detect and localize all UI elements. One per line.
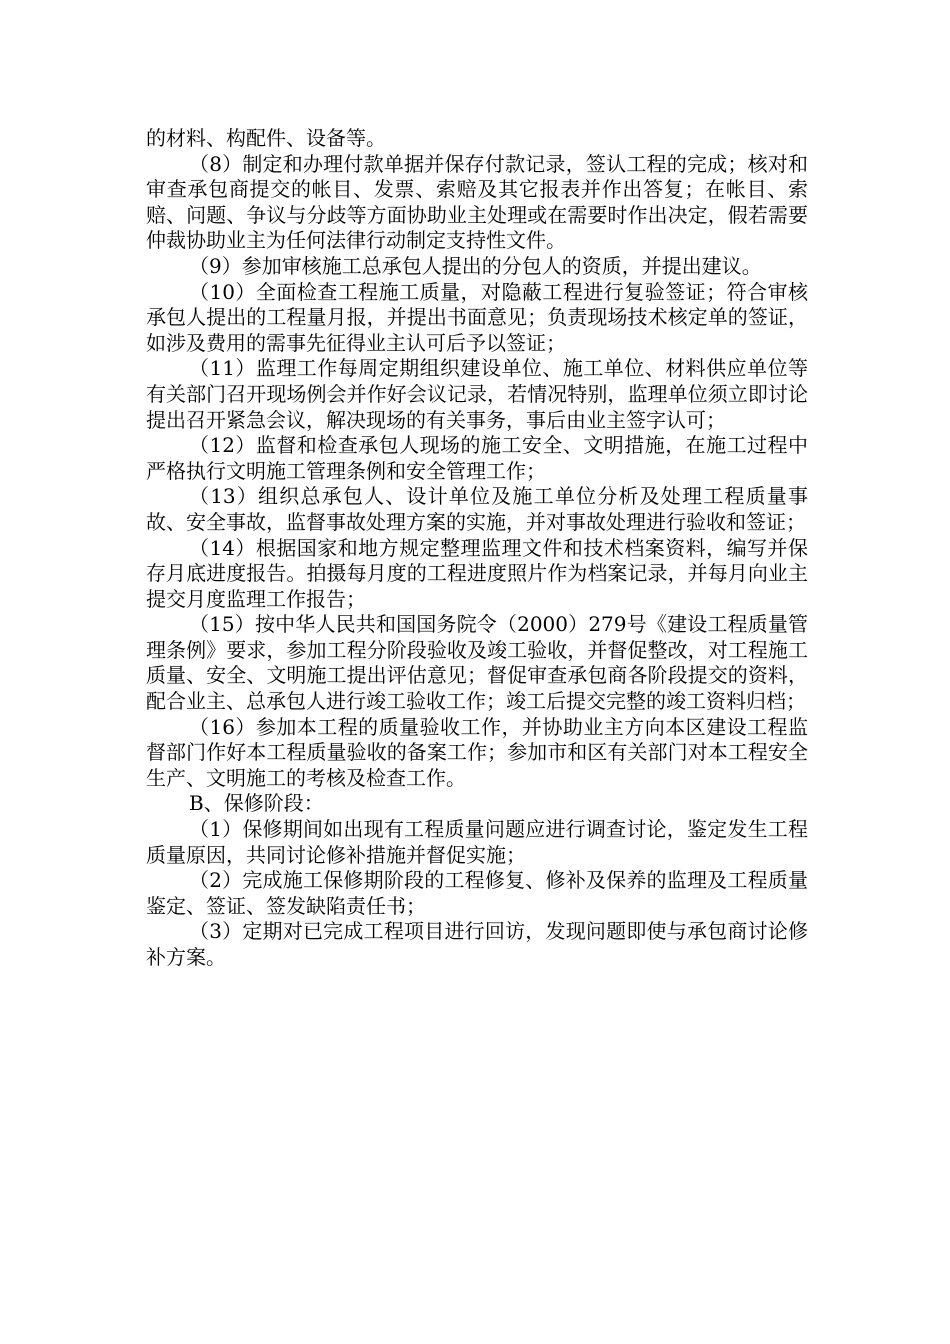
paragraph-item-9: （9）参加审核施工总承包人提出的分包人的资质，并提出建议。 <box>189 253 762 278</box>
paragraph-item-15: （15）按中华人民共和国国务院令（2000）279号《建设工程质量管理条例》要求，参加工程分阶段验收及竣工验收，并督促整改，对工程施工质量、安全、文明施工提出评估意见；督促审查承包商各阶段提交的资料，配合业主、总承包人进行竣工验收工作；竣工后提交完整的竣工资料归档； <box>146 612 808 714</box>
paragraph-item-12: （12）监督和检查承包人现场的施工安全、文明措施，在施工过程中严格执行文明施工管理条例和安全管理工作； <box>146 433 808 483</box>
paragraph-item-13: （13）组织总承包人、设计单位及施工单位分析及处理工程质量事故、安全事故，监督事故处理方案的实施，并对事故处理进行验收和签证； <box>146 484 808 534</box>
paragraph-item-8: （8）制定和办理付款单据并保存付款记录，签认工程的完成；核对和审查承包商提交的帐目、发票、索赔及其它报表并作出答复；在帐目、索赔、问题、争议与分歧等方面协助业主处理或在需要时作出决定，假若需要仲裁协助业主为任何法律行动制定支持性文件。 <box>146 151 808 253</box>
paragraph-continuation: 的材料、构配件、设备等。 <box>146 126 386 150</box>
paragraph-item-11: （11）监理工作每周定期组织建设单位、施工单位、材料供应单位等有关部门召开现场例会并作好会议记录，若情况特别，监理单位须立即讨论提出召开紧急会议，解决现场的有关事务，事后由业主签字认可； <box>146 356 808 432</box>
paragraph-warranty-3: （3）定期对已完成工程项目进行回访，发现问题即使与承包商讨论修补方案。 <box>146 919 808 969</box>
paragraph-warranty-2: （2）完成施工保修期阶段的工程修复、修补及保养的监理及工程质量鉴定、签证、签发缺陷责任书； <box>146 868 808 918</box>
paragraph-item-16: （16）参加本工程的质量验收工作，并协助业主方向本区建设工程监督部门作好本工程质量验收的备案工作；参加市和区有关部门对本工程安全生产、文明施工的考核及检查工作。 <box>146 714 808 790</box>
paragraph-item-14: （14）根据国家和地方规定整理监理文件和技术档案资料，编写并保存月底进度报告。拍摄每月度的工程进度照片作为档案记录，并每月向业主提交月度监理工作报告； <box>146 535 808 611</box>
document-page <box>146 126 808 971</box>
section-heading-warranty: B、保修阶段： <box>189 791 324 816</box>
paragraph-warranty-1: （1）保修期间如出现有工程质量问题应进行调查讨论，鉴定发生工程质量原因，共同讨论修补措施并督促实施； <box>146 817 808 867</box>
paragraph-item-10: （10）全面检查工程施工质量，对隐蔽工程进行复验签证；符合审核承包人提出的工程量月报，并提出书面意见；负责现场技术核定单的签证，如涉及费用的需事先征得业主认可后予以签证； <box>146 279 808 355</box>
